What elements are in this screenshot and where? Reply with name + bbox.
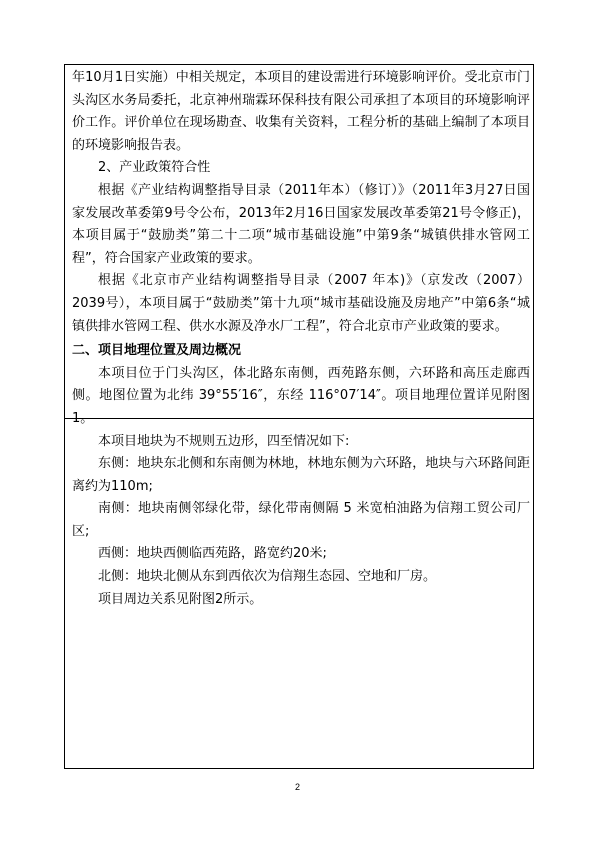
surroundings-note: 项目周边关系见附图2所示。 [98,591,263,607]
boundary-west: 西侧：地块西侧临西苑路，路宽约20米; [98,546,327,562]
policy-paragraph-national: 根据《产业结构调整指导目录（2011年本）（修订）》（2011年3月27日国家发展改革委第9号令公布，2013年2月16日国家发展改革委第21号令修正)，本项目属于“鼓励类”第二十二项“城市基础设施”中第9条“城镇供排水管网工程”，符合国家产业政策的要求。 [72,182,530,266]
policy-paragraph-beijing: 根据《北京市产业结构调整指导目录（2007 年本)》（京发改（2007）2039号），本项目属于“鼓励类”第十九项“城市基础设施及房地产”中第6条“城镇供排水管网工程、供水水源及净水厂工程”，符合北京市产业政策的要求。 [72,273,530,334]
boundary-east: 东侧：地块东北侧和东南侧为林地，林地东侧为六环路，地块与六环路间距离约为110m; [72,456,530,494]
shape-intro: 本项目地块为不规则五边形，四至情况如下: [98,433,350,449]
document-body [72,67,530,611]
page-number: 2 [294,782,300,792]
intro-paragraph: 年10月1日实施）中相关规定，本项目的建设需进行环境影响评价。受北京市门头沟区水务局委托，北京神州瑞霖环保科技有限公司承担了本项目的环境影响评价工作。评价单位在现场勘查、收集有关资料，工程分析的基础上编制了本项目的环境影响报告表。 [72,70,530,153]
boundary-south: 南侧：地块南侧邻绿化带，绿化带南侧隔 5 米宽柏油路为信翔工贸公司厂区; [72,501,530,539]
location-paragraph: 本项目位于门头沟区，体北路东南侧，西苑路东侧，六环路和高压走廊西侧。地图位置为北纬 39°55′16″，东经 116°07′14″。项目地理位置详见附图 1。 [72,365,530,426]
policy-heading: 2、产业政策符合性 [98,160,211,176]
location-heading: 二、项目地理位置及周边概况 [72,343,242,359]
boundary-north: 北侧：地块北侧从东到西依次为信翔生态园、空地和厂房。 [98,569,437,585]
